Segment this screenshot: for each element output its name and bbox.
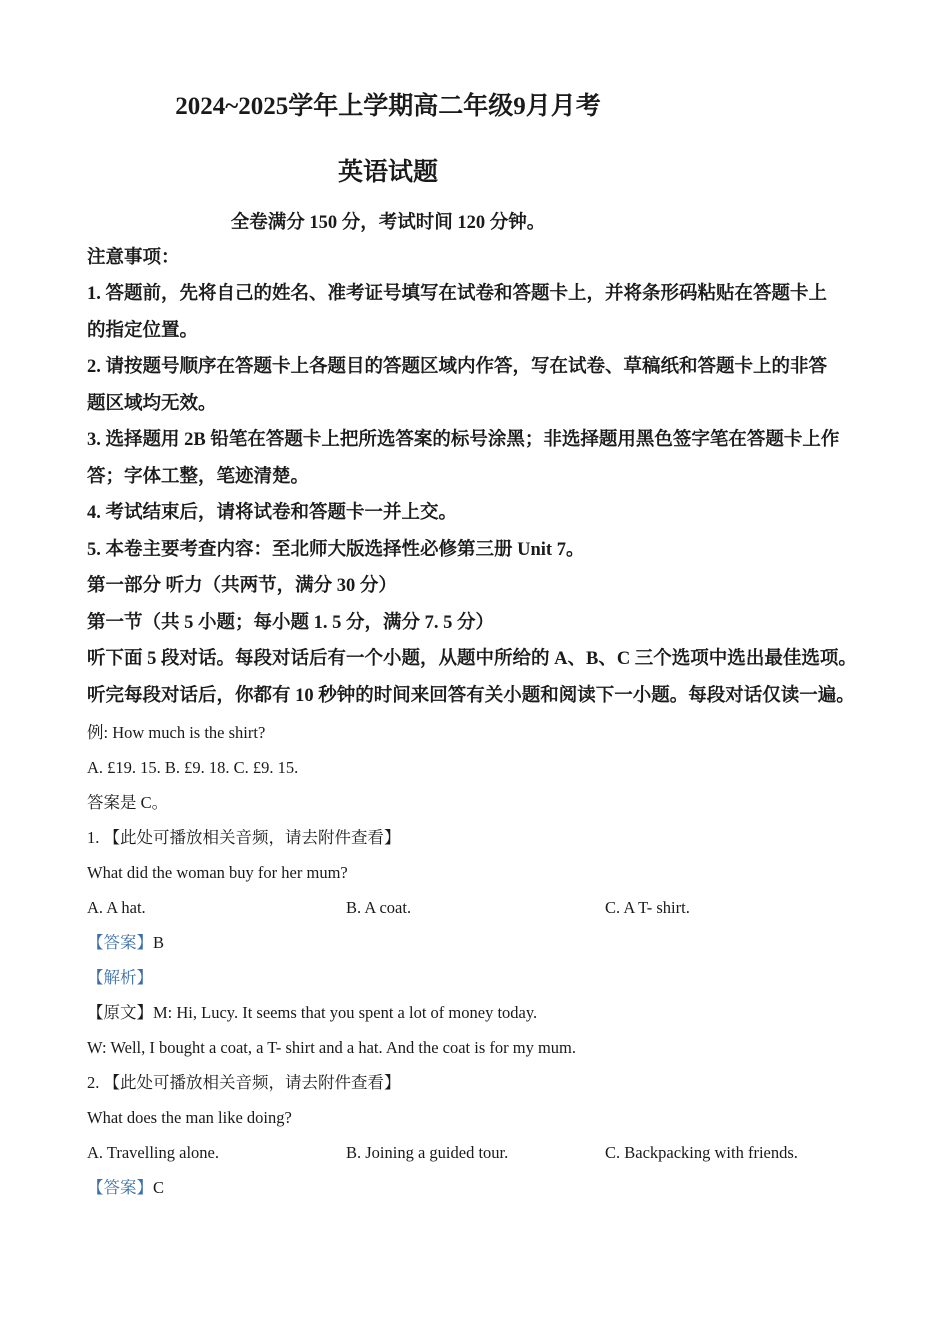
notice-item: 3. 选择题用 2B 铅笔在答题卡上把所选答案的标号涂黑；非选择题用黑色签字笔在答题卡上作 xyxy=(87,430,840,450)
answer-line xyxy=(87,1175,164,1201)
answer-value: C xyxy=(153,1178,165,1197)
notice-item: 题区域均无效。 xyxy=(87,394,217,414)
option-b: B. A coat. xyxy=(346,898,412,917)
answer-value: B xyxy=(153,933,165,952)
option-a: A. A hat. xyxy=(87,898,146,917)
question-header: 1. 【此处可播放相关音频，请去附件查看】 xyxy=(87,828,401,847)
section-heading: 第一节（共 5 小题；每小题 1. 5 分，满分 7. 5 分） xyxy=(87,613,495,633)
option-a: A. Travelling alone. xyxy=(87,1143,219,1162)
option-b: B. Joining a guided tour. xyxy=(346,1143,509,1162)
transcript-line: W: Well, I bought a coat, a T- shirt and a hat. And the coat is for my mum. xyxy=(87,1038,576,1057)
answer-label: 【答案】 xyxy=(87,933,153,952)
notice-item: 4. 考试结束后，请将试卷和答题卡一并上交。 xyxy=(87,503,458,523)
option-c: C. Backpacking with friends. xyxy=(605,1143,798,1162)
answer-line xyxy=(87,930,164,956)
notice-item: 答；字体工整，笔迹清楚。 xyxy=(87,467,310,487)
notice-item: 2. 请按题号顺序在答题卡上各题目的答题区域内作答，写在试卷、草稿纸和答题卡上的非答 xyxy=(87,357,828,377)
exam-subject: 英语试题 xyxy=(337,159,438,186)
exam-title: 2024~2025学年上学期高二年级9月月考 xyxy=(175,93,601,120)
question-options xyxy=(87,895,877,921)
instruction-line: 听完每段对话后，你都有 10 秒钟的时间来回答有关小题和阅读下一小题。每段对话仅读一遍。 xyxy=(87,686,855,706)
question-text: What did the woman buy for her mum? xyxy=(87,863,348,882)
example-question: 例: How much is the shirt? xyxy=(87,723,266,742)
transcript-line: 【原文】M: Hi, Lucy. It seems that you spent a lot of money today. xyxy=(87,1003,538,1022)
notice-item: 5. 本卷主要考查内容：至北师大版选择性必修第三册 Unit 7。 xyxy=(87,540,585,560)
question-header: 2. 【此处可播放相关音频，请去附件查看】 xyxy=(87,1073,401,1092)
exam-info: 全卷满分 150 分，考试时间 120 分钟。 xyxy=(230,213,546,233)
question-text: What does the man like doing? xyxy=(87,1108,292,1127)
question-options xyxy=(87,1140,877,1166)
example-answer: 答案是 C。 xyxy=(87,793,169,812)
part-heading: 第一部分 听力（共两节，满分 30 分） xyxy=(87,576,397,596)
answer-label: 【答案】 xyxy=(87,1178,153,1197)
option-c: C. A T- shirt. xyxy=(605,898,690,917)
example-options: A. £19. 15. B. £9. 18. C. £9. 15. xyxy=(87,758,299,777)
notice-heading: 注意事项： xyxy=(87,248,180,268)
instruction-line: 听下面 5 段对话。每段对话后有一个小题，从题中所给的 A、B、C 三个选项中选出最佳选项。 xyxy=(87,649,857,669)
notice-item: 的指定位置。 xyxy=(87,321,199,341)
analysis-label: 【解析】 xyxy=(87,968,153,987)
notice-item: 1. 答题前，先将自己的姓名、准考证号填写在试卷和答题卡上，并将条形码粘贴在答题卡上 xyxy=(87,284,828,304)
